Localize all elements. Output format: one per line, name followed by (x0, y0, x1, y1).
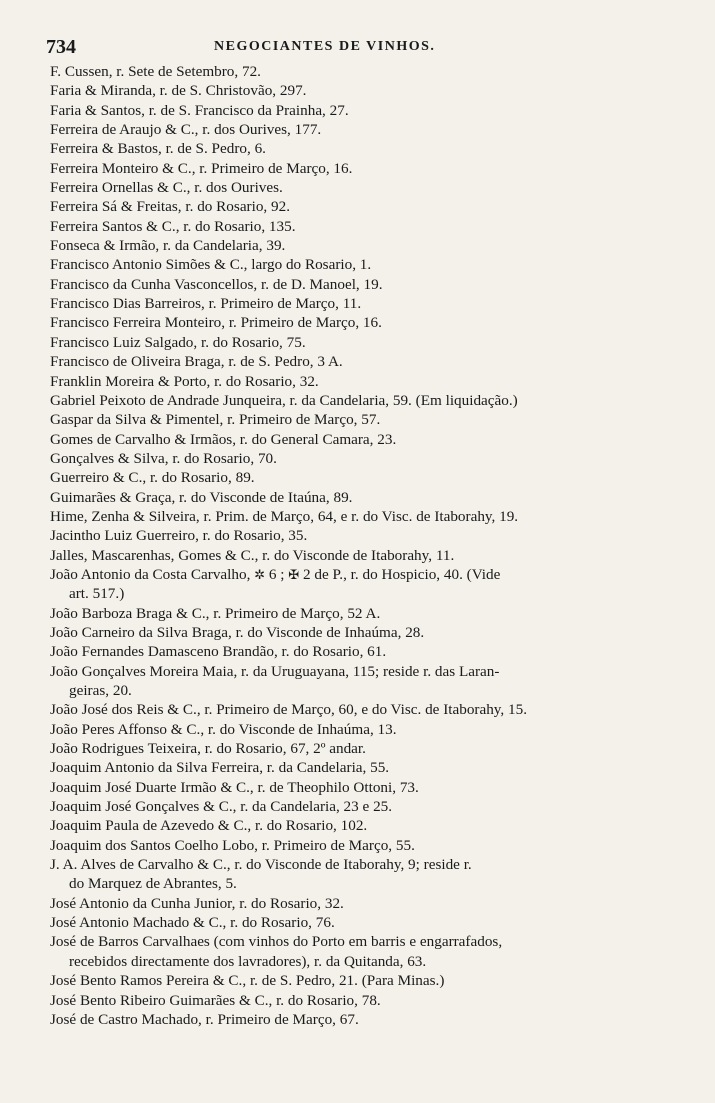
entry-text: Hime, Zenha & Silveira, r. Prim. de Março, 64, e r. do Visc. de Itaborahy, 19. (50, 507, 519, 525)
list-item (50, 410, 690, 429)
list-item (50, 700, 690, 719)
list-item (50, 662, 690, 701)
entry-text: João Barboza Braga & C., r. Primeiro de Março, 52 A. (50, 604, 381, 622)
entry-text: Gomes de Carvalho & Irmãos, r. do General Camara, 23. (50, 430, 397, 448)
entry-text: F. Cussen, r. Sete de Setembro, 72. (50, 63, 261, 80)
list-item (50, 333, 690, 352)
list-item (50, 816, 690, 835)
list-item (50, 720, 690, 739)
entry-text: José de Castro Machado, r. Primeiro de Março, 67. (50, 1010, 359, 1028)
list-item (50, 488, 690, 507)
entry-text: José Bento Ramos Pereira & C., r. de S. Pedro, 21. (Para Minas.) (50, 972, 445, 990)
entry-text: Ferreira Sá & Freitas, r. do Rosario, 92. (50, 198, 291, 216)
entry-text-mid: 6 ; (268, 565, 285, 583)
entry-text: Francisco Antonio Simões & C., largo do Rosario, 1. (50, 256, 372, 274)
list-item (50, 971, 690, 990)
entry-text: José de Barros Carvalhaes (com vinhos do Porto em barris e engarrafados, (50, 933, 503, 951)
entry-text: Francisco de Oliveira Braga, r. de S. Pedro, 3 A. (50, 353, 343, 371)
entry-continuation: art. 517.) (69, 585, 125, 603)
entry-text: João José dos Reis & C., r. Primeiro de Março, 60, e do Visc. de Itaborahy, 15. (50, 701, 527, 719)
cross-icon: ✠ (288, 566, 300, 582)
entry-text: João Carneiro da Silva Braga, r. do Visconde de Inhaúma, 28. (50, 623, 425, 641)
list-item (50, 623, 690, 642)
list-item (50, 391, 690, 410)
entry-text: Faria & Santos, r. de S. Francisco da Prainha, 27. (50, 101, 349, 119)
list-item (50, 120, 690, 139)
list-item (50, 642, 690, 661)
list-item (50, 294, 690, 313)
entry-text: Joaquim dos Santos Coelho Lobo, r. Primeiro de Março, 55. (50, 836, 415, 854)
list-item (50, 101, 690, 120)
entry-continuation: recebidos directamente dos lavradores), r. da Quitanda, 63. (69, 952, 427, 970)
entry-text: Francisco Ferreira Monteiro, r. Primeiro de Março, 16. (50, 314, 382, 332)
entry-continuation: geiras, 20. (69, 682, 132, 699)
list-item (50, 275, 690, 294)
entry-text: Guerreiro & C., r. do Rosario, 89. (50, 469, 255, 487)
entry-text: Gaspar da Silva & Pimentel, r. Primeiro de Março, 57. (50, 411, 381, 429)
running-head-title: NEGOCIANTES DE VINHOS. (214, 39, 436, 54)
list-item (50, 372, 690, 391)
list-item (50, 778, 690, 797)
list-item (50, 507, 690, 526)
list-item (50, 546, 690, 565)
entry-continuation: do Marquez de Abrantes, 5. (69, 875, 237, 893)
list-item (50, 430, 690, 449)
list-item (50, 255, 690, 274)
list-item (50, 836, 690, 855)
list-item (50, 217, 690, 236)
list-item (50, 797, 690, 816)
entry-text: Fonseca & Irmão, r. da Candelaria, 39. (50, 237, 286, 255)
list-item (50, 159, 690, 178)
list-item (50, 62, 690, 81)
entry-text: Joaquim José Gonçalves & C., r. da Candelaria, 23 e 25. (50, 798, 393, 816)
entry-text: João Fernandes Damasceno Brandão, r. do Rosario, 61. (50, 643, 387, 661)
list-item (50, 236, 690, 255)
entry-text: Gabriel Peixoto de Andrade Junqueira, r. da Candelaria, 59. (Em liquidação.) (50, 391, 518, 409)
list-item (50, 178, 690, 197)
page-header (46, 36, 686, 60)
entry-text: Ferreira de Araujo & C., r. dos Ourives, 177. (50, 121, 322, 139)
list-item (50, 932, 690, 971)
list-item (50, 894, 690, 913)
entry-text: Faria & Miranda, r. de S. Christovão, 297. (50, 82, 307, 100)
list-item (50, 991, 690, 1010)
entry-text-tail: 2 de P., r. do Hospicio, 40. (Vide (303, 565, 501, 583)
list-item (50, 313, 690, 332)
entry-text: Gonçalves & Silva, r. do Rosario, 70. (50, 449, 277, 467)
entry-text: Joaquim José Duarte Irmão & C., r. de Theophilo Ottoni, 73. (50, 778, 419, 796)
merchant-list (50, 62, 690, 1029)
decoration-star-icon: ✲ (254, 566, 266, 582)
entry-text: Jacintho Luiz Guerreiro, r. do Rosario, 35. (50, 527, 308, 545)
entry-text: Ferreira Monteiro & C., r. Primeiro de Março, 16. (50, 159, 353, 177)
list-item (50, 855, 690, 894)
entry-text: José Antonio Machado & C., r. do Rosario, 76. (50, 914, 335, 932)
list-item (50, 526, 690, 545)
entry-text: Jalles, Mascarenhas, Gomes & C., r. do Visconde de Itaborahy, 11. (50, 546, 455, 564)
entry-text: João Antonio da Costa Carvalho, (50, 565, 251, 583)
entry-text: José Antonio da Cunha Junior, r. do Rosario, 32. (50, 894, 344, 912)
entry-text: Ferreira Santos & C., r. do Rosario, 135. (50, 217, 296, 235)
list-item (50, 739, 690, 758)
list-item (50, 565, 690, 604)
list-item (50, 604, 690, 623)
entry-text: João Gonçalves Moreira Maia, r. da Uruguayana, 115; reside r. das Laran- (50, 662, 500, 680)
entry-text: Joaquim Antonio da Silva Ferreira, r. da Candelaria, 55. (50, 759, 390, 777)
entry-text: Francisco da Cunha Vasconcellos, r. de D. Manoel, 19. (50, 275, 383, 293)
list-item (50, 81, 690, 100)
entry-text: Ferreira & Bastos, r. de S. Pedro, 6. (50, 140, 266, 158)
list-item (50, 758, 690, 777)
list-item (50, 197, 690, 216)
entry-text: Joaquim Paula de Azevedo & C., r. do Rosario, 102. (50, 817, 368, 835)
entry-text: Ferreira Ornellas & C., r. dos Ourives. (50, 179, 283, 197)
list-item (50, 139, 690, 158)
list-item (50, 913, 690, 932)
page-number: 734 (46, 36, 76, 58)
entry-text: J. A. Alves de Carvalho & C., r. do Visconde de Itaborahy, 9; reside r. (50, 856, 472, 874)
list-item (50, 468, 690, 487)
list-item (50, 449, 690, 468)
entry-text: João Peres Affonso & C., r. do Visconde de Inhaúma, 13. (50, 720, 397, 738)
list-item (50, 352, 690, 371)
entry-text: Franklin Moreira & Porto, r. do Rosario, 32. (50, 372, 319, 390)
entry-text: João Rodrigues Teixeira, r. do Rosario, 67, 2º andar. (50, 740, 366, 758)
entry-text: José Bento Ribeiro Guimarães & C., r. do Rosario, 78. (50, 991, 381, 1009)
list-item (50, 1010, 690, 1029)
entry-text: Francisco Dias Barreiros, r. Primeiro de Março, 11. (50, 295, 362, 313)
entry-text: Francisco Luiz Salgado, r. do Rosario, 75. (50, 333, 306, 351)
entry-text: Guimarães & Graça, r. do Visconde de Itaúna, 89. (50, 488, 353, 506)
